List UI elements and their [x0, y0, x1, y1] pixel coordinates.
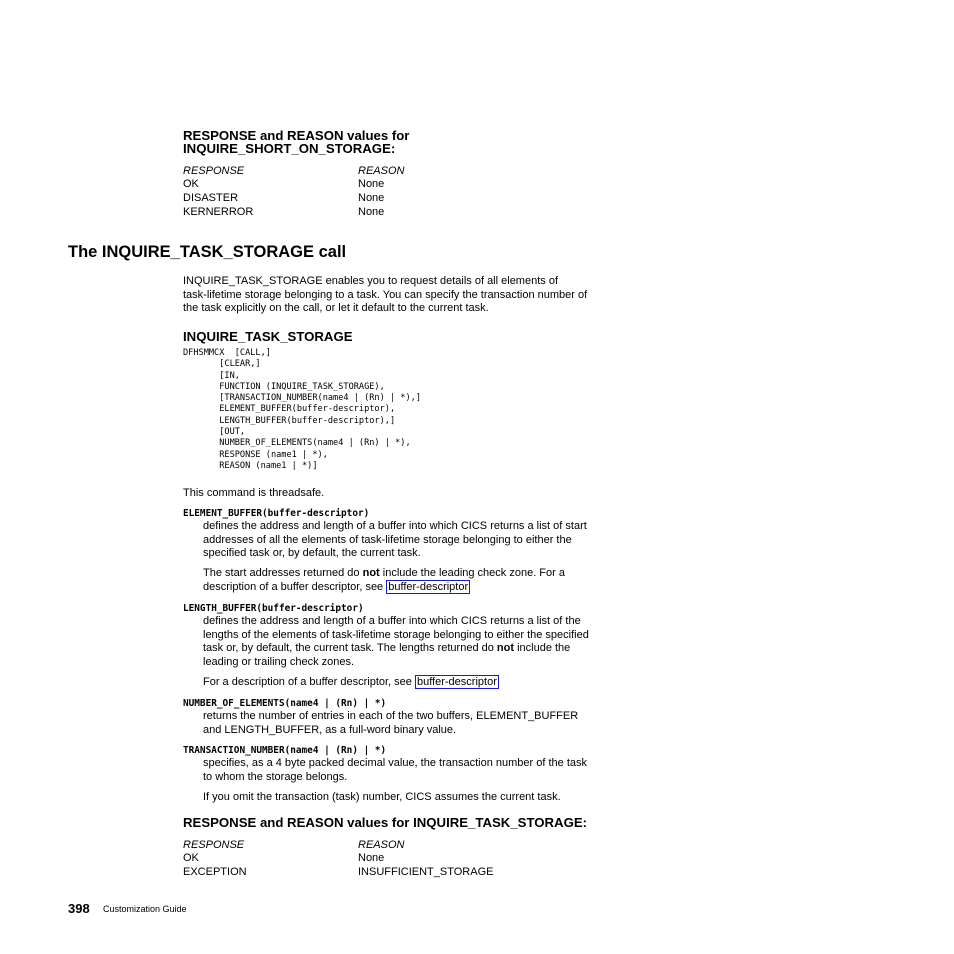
col-reason-header: REASON [358, 839, 405, 851]
table-row-response: OK [183, 178, 199, 190]
syntax-block: DFHSMMCX [CALL,] [CLEAR,] [IN, FUNCTION (INQUIRE_TASK_STORAGE), [TRANSACTION_NUMBER(name4 | (Rn) | *),] ELEMENT_BUFFER(buffer-descriptor), LENGTH_BUFFER(buffer-descriptor),] [OUT, NUMBER_OF_ELEMENTS(name4 | (Rn) | *), RESPONSE (name1 | *), REASON (name1 | *)] [183, 348, 421, 471]
intro-paragraph: INQUIRE_TASK_STORAGE enables you to request details of all elements of task-lifetime storage belonging to a task. You can specify the transaction number of the task explicitly on the call, or let it default to the current task. [183, 275, 588, 315]
footer-book-title: Customization Guide [103, 904, 187, 914]
col-response-header: RESPONSE [183, 839, 245, 851]
table-row-reason: INSUFFICIENT_STORAGE [358, 866, 494, 878]
param-desc-number-of-elements: returns the number of entries in each of the two buffers, ELEMENT_BUFFER and LENGTH_BUFFER, as a full-word binary value. [203, 710, 579, 736]
param-term-length-buffer: LENGTH_BUFFER(buffer-descriptor) [183, 603, 364, 614]
table-row-response: EXCEPTION [183, 866, 247, 878]
threadsafe-note: This command is threadsafe. [183, 487, 325, 499]
param-desc-length-buffer: defines the address and length of a buffer into which CICS returns a list of the lengths of the elements of task-lifetime storage belonging to either the specified task or, by default, the current task. The lengths returned do not include the leading or trailing check zones. [203, 615, 589, 668]
table-row-response: OK [183, 852, 199, 864]
table-row-reason: None [358, 206, 385, 218]
buffer-descriptor-link[interactable]: buffer-descriptor [388, 580, 469, 593]
param-desc-transaction-number: specifies, as a 4 byte packed decimal value, the transaction number of the task to whom the storage belongs. [203, 757, 587, 783]
task-storage-values-heading: RESPONSE and REASON values for INQUIRE_TASK_STORAGE: [183, 815, 588, 830]
col-reason-header: REASON [358, 165, 405, 177]
param-term-element-buffer: ELEMENT_BUFFER(buffer-descriptor) [183, 508, 370, 519]
param-term-number-of-elements: NUMBER_OF_ELEMENTS(name4 | (Rn) | *) [183, 698, 387, 709]
table-row-reason: None [358, 178, 385, 190]
param-desc-element-buffer: defines the address and length of a buffer into which CICS returns a list of start addresses of all the elements of task-lifetime storage belonging to either the specified task or, by default, the current task. [203, 520, 587, 560]
col-response-header: RESPONSE [183, 165, 245, 177]
table-row-reason: None [358, 852, 385, 864]
table-row-response: DISASTER [183, 192, 239, 204]
param-term-transaction-number: TRANSACTION_NUMBER(name4 | (Rn) | *) [183, 745, 387, 756]
param-note-length-buffer: For a description of a buffer descriptor, see buffer-descriptor [203, 676, 497, 688]
param-note-transaction-number: If you omit the transaction (task) number, CICS assumes the current task. [203, 791, 561, 803]
page-number: 398 [68, 901, 90, 916]
param-note-element-buffer: The start addresses returned do not include the leading check zone. For a description of a buffer descriptor, see buffer-descriptor [203, 567, 565, 593]
table-row-reason: None [358, 192, 385, 204]
syntax-heading: INQUIRE_TASK_STORAGE [183, 329, 353, 344]
table-row-response: KERNERROR [183, 206, 254, 218]
short-on-storage-heading: RESPONSE and REASON values for INQUIRE_SHORT_ON_STORAGE: [183, 128, 410, 156]
section-title: The INQUIRE_TASK_STORAGE call [68, 243, 347, 261]
buffer-descriptor-link[interactable]: buffer-descriptor [416, 676, 497, 688]
